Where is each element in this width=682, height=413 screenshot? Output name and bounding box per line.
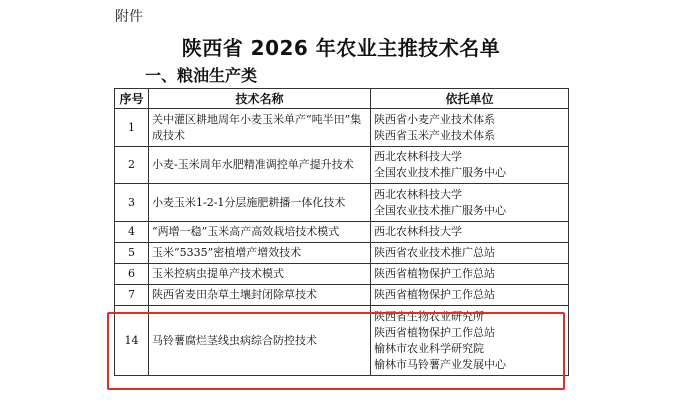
organization-cell — [371, 243, 569, 264]
table-row — [115, 264, 569, 285]
organization: 陕西省生物农业研究所 — [374, 309, 484, 323]
table-row — [115, 109, 569, 147]
technology-name: 玉米“5335”密植增产增效技术 — [149, 243, 371, 264]
organization: 榆林市马铃薯产业发展中心 — [374, 357, 506, 371]
header-name: 技术名称 — [149, 89, 371, 109]
header-org: 依托单位 — [371, 89, 569, 109]
row-number: 4 — [115, 222, 149, 243]
organization: 西北农林科技大学 — [374, 187, 462, 201]
organization: 陕西省植物保护工作总站 — [374, 325, 495, 339]
organization-cell — [371, 264, 569, 285]
table-row — [115, 306, 569, 376]
organization-cell — [371, 222, 569, 243]
row-number: 7 — [115, 285, 149, 306]
organization: 陕西省植物保护工作总站 — [374, 288, 495, 301]
technology-name: 陕西省麦田杂草土壤封闭除草技术 — [149, 285, 371, 306]
technology-name: 玉米控病虫提单产技术模式 — [149, 264, 371, 285]
section-heading: 一、粮油生产类 — [145, 66, 258, 85]
page-title: 陕西省 2026 年农业主推技术名单 — [181, 36, 501, 60]
organization-cell — [371, 147, 569, 184]
organization: 全国农业技术推广服务中心 — [374, 166, 506, 179]
organization: 陕西省植物保护工作总站 — [374, 267, 495, 280]
organization-cell — [371, 184, 569, 222]
table-row — [115, 243, 569, 264]
organization: 全国农业技术推广服务中心 — [374, 203, 506, 217]
technology-table — [114, 88, 569, 376]
technology-name: 小麦-玉米周年水肥精准调控单产提升技术 — [149, 147, 371, 184]
organization-cell — [371, 306, 569, 376]
organization-cell — [371, 109, 569, 147]
table-row — [115, 222, 569, 243]
row-number: 2 — [115, 147, 149, 184]
row-number: 6 — [115, 264, 149, 285]
table-row — [115, 147, 569, 184]
row-number: 3 — [115, 184, 149, 222]
organization-cell — [371, 285, 569, 306]
row-number: 1 — [115, 109, 149, 147]
technology-name: 马铃薯腐烂茎线虫病综合防控技术 — [149, 306, 371, 376]
technology-name: “两增一稳”玉米高产高效栽培技术模式 — [149, 222, 371, 243]
organization: 陕西省玉米产业技术体系 — [374, 128, 495, 142]
organization: 西北农林科技大学 — [374, 150, 462, 163]
table-header-row — [115, 89, 569, 109]
organization: 榆林市农业科学研究院 — [374, 341, 484, 355]
attachment-label: 附件 — [115, 9, 143, 25]
header-no: 序号 — [115, 89, 149, 109]
organization: 陕西省小麦产业技术体系 — [374, 112, 495, 126]
table-row — [115, 285, 569, 306]
organization: 西北农林科技大学 — [374, 225, 462, 238]
row-number: 5 — [115, 243, 149, 264]
table-row — [115, 184, 569, 222]
technology-name: 关中灌区耕地周年小麦玉米单产“吨半田”集成技术 — [149, 109, 371, 147]
row-number: 14 — [115, 306, 149, 376]
technology-name: 小麦玉米1-2-1分层施肥耕播一体化技术 — [149, 184, 371, 222]
organization: 陕西省农业技术推广总站 — [374, 246, 495, 259]
